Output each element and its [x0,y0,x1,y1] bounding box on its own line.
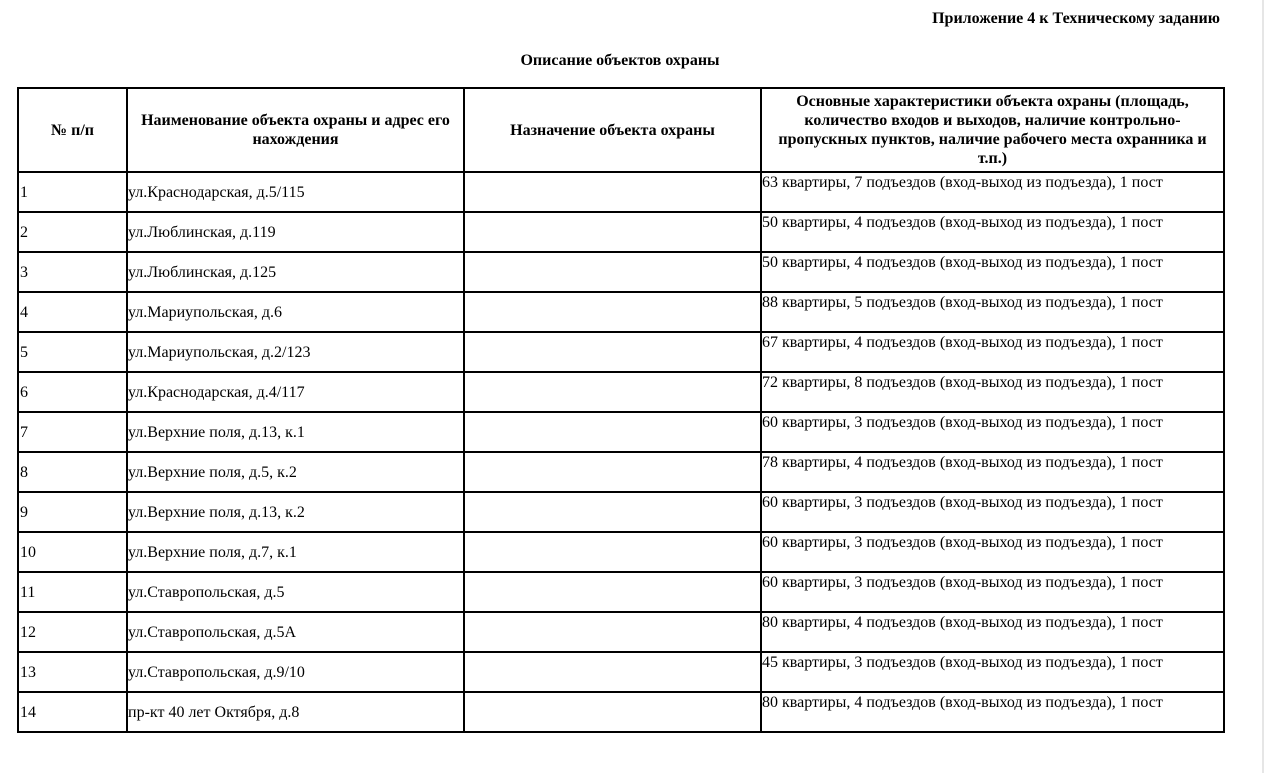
row-number: 7 [18,412,127,452]
row-address: пр-кт 40 лет Октября, д.8 [127,692,464,732]
row-number: 2 [18,212,127,252]
row-characteristics: 60 квартиры, 3 подъездов (вход-выход из подъезда), 1 пост [761,532,1224,572]
row-purpose [464,652,761,692]
table-row [18,652,1224,692]
document-title: Описание объектов охраны [520,52,720,69]
table-row [18,612,1224,652]
row-characteristics: 72 квартиры, 8 подъездов (вход-выход из подъезда), 1 пост [761,372,1224,412]
row-characteristics: 80 квартиры, 4 подъездов (вход-выход из подъезда), 1 пост [761,692,1224,732]
row-number: 5 [18,332,127,372]
row-number: 4 [18,292,127,332]
row-address: ул.Ставропольская, д.9/10 [127,652,464,692]
row-characteristics: 88 квартиры, 5 подъездов (вход-выход из подъезда), 1 пост [761,292,1224,332]
row-address: ул.Верхние поля, д.5, к.2 [127,452,464,492]
objects-table [17,87,1225,733]
row-purpose [464,212,761,252]
row-number: 3 [18,252,127,292]
row-address: ул.Люблинская, д.125 [127,252,464,292]
row-purpose [464,412,761,452]
table-row [18,532,1224,572]
row-address: ул.Ставропольская, д.5 [127,572,464,612]
row-purpose [464,572,761,612]
row-number: 12 [18,612,127,652]
row-number: 11 [18,572,127,612]
row-purpose [464,252,761,292]
table-row [18,572,1224,612]
row-characteristics: 63 квартиры, 7 подъездов (вход-выход из подъезда), 1 пост [761,172,1224,212]
row-purpose [464,532,761,572]
row-characteristics: 78 квартиры, 4 подъездов (вход-выход из подъезда), 1 пост [761,452,1224,492]
appendix-label: Приложение 4 к Техническому заданию [932,10,1220,27]
row-purpose [464,372,761,412]
row-address: ул.Верхние поля, д.7, к.1 [127,532,464,572]
page-edge [1262,0,1264,773]
table-row [18,212,1224,252]
row-characteristics: 60 квартиры, 3 подъездов (вход-выход из подъезда), 1 пост [761,572,1224,612]
row-address: ул.Ставропольская, д.5А [127,612,464,652]
table-body [18,172,1224,732]
table-row [18,452,1224,492]
row-characteristics: 60 квартиры, 3 подъездов (вход-выход из подъезда), 1 пост [761,492,1224,532]
table-row [18,412,1224,452]
row-characteristics: 80 квартиры, 4 подъездов (вход-выход из подъезда), 1 пост [761,612,1224,652]
row-address: ул.Краснодарская, д.4/117 [127,372,464,412]
row-purpose [464,292,761,332]
row-number: 8 [18,452,127,492]
row-characteristics: 67 квартиры, 4 подъездов (вход-выход из подъезда), 1 пост [761,332,1224,372]
row-address: ул.Верхние поля, д.13, к.2 [127,492,464,532]
table-row [18,252,1224,292]
row-characteristics: 60 квартиры, 3 подъездов (вход-выход из подъезда), 1 пост [761,412,1224,452]
row-purpose [464,692,761,732]
table-row [18,292,1224,332]
row-address: ул.Люблинская, д.119 [127,212,464,252]
row-purpose [464,332,761,372]
row-characteristics: 45 квартиры, 3 подъездов (вход-выход из подъезда), 1 пост [761,652,1224,692]
row-number: 13 [18,652,127,692]
header-characteristics: Основные характеристики объекта охраны (площадь, количество входов и выходов, наличие контрольно-пропускных пунктов, наличие рабочего места охранника и т.п.) [761,88,1224,172]
table-row [18,692,1224,732]
row-address: ул.Мариупольская, д.6 [127,292,464,332]
row-number: 9 [18,492,127,532]
row-characteristics: 50 квартиры, 4 подъездов (вход-выход из подъезда), 1 пост [761,212,1224,252]
row-address: ул.Краснодарская, д.5/115 [127,172,464,212]
table-header-row [18,88,1224,172]
table-row [18,332,1224,372]
row-number: 10 [18,532,127,572]
row-address: ул.Мариупольская, д.2/123 [127,332,464,372]
header-purpose: Назначение объекта охраны [464,88,761,172]
row-address: ул.Верхние поля, д.13, к.1 [127,412,464,452]
row-number: 6 [18,372,127,412]
row-number: 14 [18,692,127,732]
row-purpose [464,492,761,532]
table-row [18,492,1224,532]
row-purpose [464,452,761,492]
header-number: № п/п [18,88,127,172]
table-row [18,172,1224,212]
row-number: 1 [18,172,127,212]
row-purpose [464,172,761,212]
table-row [18,372,1224,412]
row-characteristics: 50 квартиры, 4 подъездов (вход-выход из подъезда), 1 пост [761,252,1224,292]
row-purpose [464,612,761,652]
header-address: Наименование объекта охраны и адрес его нахождения [127,88,464,172]
